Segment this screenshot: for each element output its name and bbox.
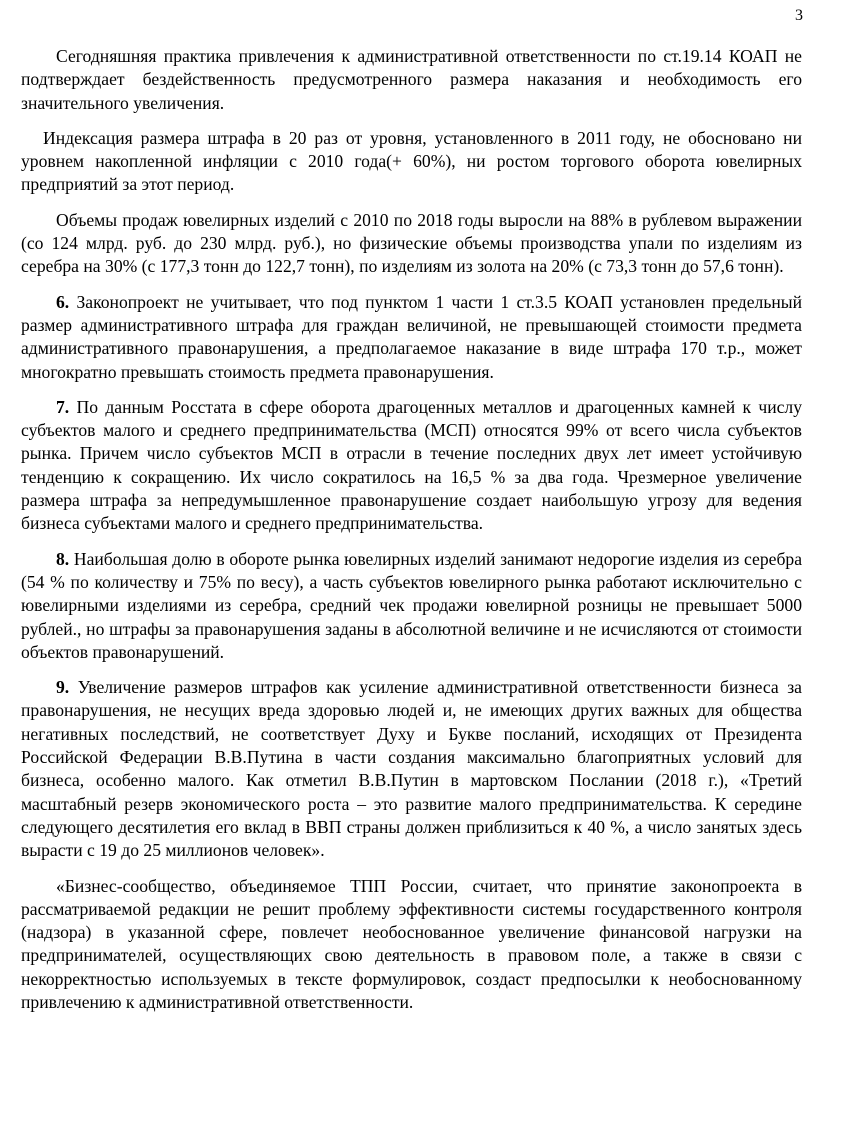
paragraph-item-7 — [21, 396, 802, 536]
paragraph-text: Законопроект не учитывает, что под пунктом 1 части 1 ст.3.5 КОАП установлен предельный размер административного штрафа для граждан величиной, не превышающей стоимости предмета административного правонарушения, а предполагаемое наказание в виде штрафа 170 т.р., может многократно превышать стоимость предмета правонарушения. — [21, 291, 802, 382]
paragraph-text: «Бизнес-сообщество, объединяемое ТПП России, считает, что принятие законопроекта в рассматриваемой редакции не решит проблему эффективности системы государственного контроля (надзора) в указанной сфере, повлечет необоснованное увеличение финансовой нагрузки на предпринимателей, осуществляющих свою деятельность в правовом поле, а также в связи с некорректностью используемых в тексте формулировок, создаст предпосылки к необоснованному привлечению к административной ответственности. — [21, 875, 802, 1012]
paragraph-text: Сегодняшняя практика привлечения к административной ответственности по ст.19.14 КОАП не подтверждает бездейственность предусмотренного размера наказания и необходимость его значительного увеличения. — [21, 46, 802, 113]
paragraph-item-8 — [21, 548, 802, 664]
paragraph-practice — [21, 45, 802, 115]
paragraph-business-community — [21, 875, 802, 1015]
paragraph-item-9 — [21, 676, 802, 862]
paragraph-text: Объемы продаж ювелирных изделий с 2010 по 2018 годы выросли на 88% в рублевом выражении (со 124 млрд. руб. до 230 млрд. руб.), но физические объемы производства упали по изделиям из серебра на 30% (с 177,3 тонн до 122,7 тонн), по изделиям из золота на 20% (с 73,3 тонн до 57,6 тонн). — [21, 209, 802, 277]
paragraph-text: По данным Росстата в сфере оборота драгоценных металлов и драгоценных камней к числу субъектов малого и среднего предпринимательства (МСП) относятся 99% от всего числа субъектов рынка. Причем число субъектов МСП в отрасли в течение последних двух лет имеет устойчивую тенденцию к сокращению. Их число сократилось на 16,5 % за два года. Чрезмерное увеличение размера штрафа за непредумышленное правонарушение создает наибольшую угрозу для ведения бизнеса субъектами малого и среднего предпринимательства. — [21, 396, 802, 534]
paragraph-number: 9. — [56, 677, 70, 698]
document-body — [21, 45, 802, 1026]
paragraph-number: 6. — [56, 291, 70, 312]
paragraph-text: Увеличение размеров штрафов как усиление административной ответственности бизнеса за правонарушения, не несущих вреда здоровью людей и, не имеющих других важных для общества негативных последствий, не соответствует Духу и Букве посланий, исходящих от Президента Российской Федерации В.В.Путина в части создания максимально благоприятных условий для бизнеса, особенно малого. Как отметил В.В.Путин в мартовском Послании (2018 г.), «Третий масштабный резерв экономического роста – это развитие малого предпринимательства. К середине следующего десятилетия его вклад в ВВП страны должен приблизиться к 40 %, а число занятых здесь вырасти с 19 до 25 миллионов человек». — [21, 677, 802, 861]
paragraph-item-6 — [21, 291, 802, 384]
paragraph-text: Наибольшая долю в обороте рынка ювелирных изделий занимают недорогие изделия из серебра (54 % по количеству и 75% по весу), а часть субъектов ювелирного рынка работают исключительно с ювелирными изделиями из серебра, средний чек продажи ювелирной розницы не превышает 5000 рублей., но штрафы за правонарушения заданы в абсолютной величине и не исчисляются от стоимости объектов правонарушений. — [21, 548, 802, 662]
page-number: 3 — [795, 7, 803, 24]
paragraph-number: 8. — [56, 548, 70, 569]
paragraph-number: 7. — [56, 396, 70, 417]
paragraph-indexation — [21, 127, 802, 197]
paragraph-text: Индексация размера штрафа в 20 раз от уровня, установленного в 2011 году, не обосновано ни уровнем накопленной инфляции с 2010 года(+ 60%), ни ростом торгового оборота ювелирных предприятий за этот период. — [21, 127, 802, 195]
paragraph-sales-volume — [21, 209, 802, 279]
